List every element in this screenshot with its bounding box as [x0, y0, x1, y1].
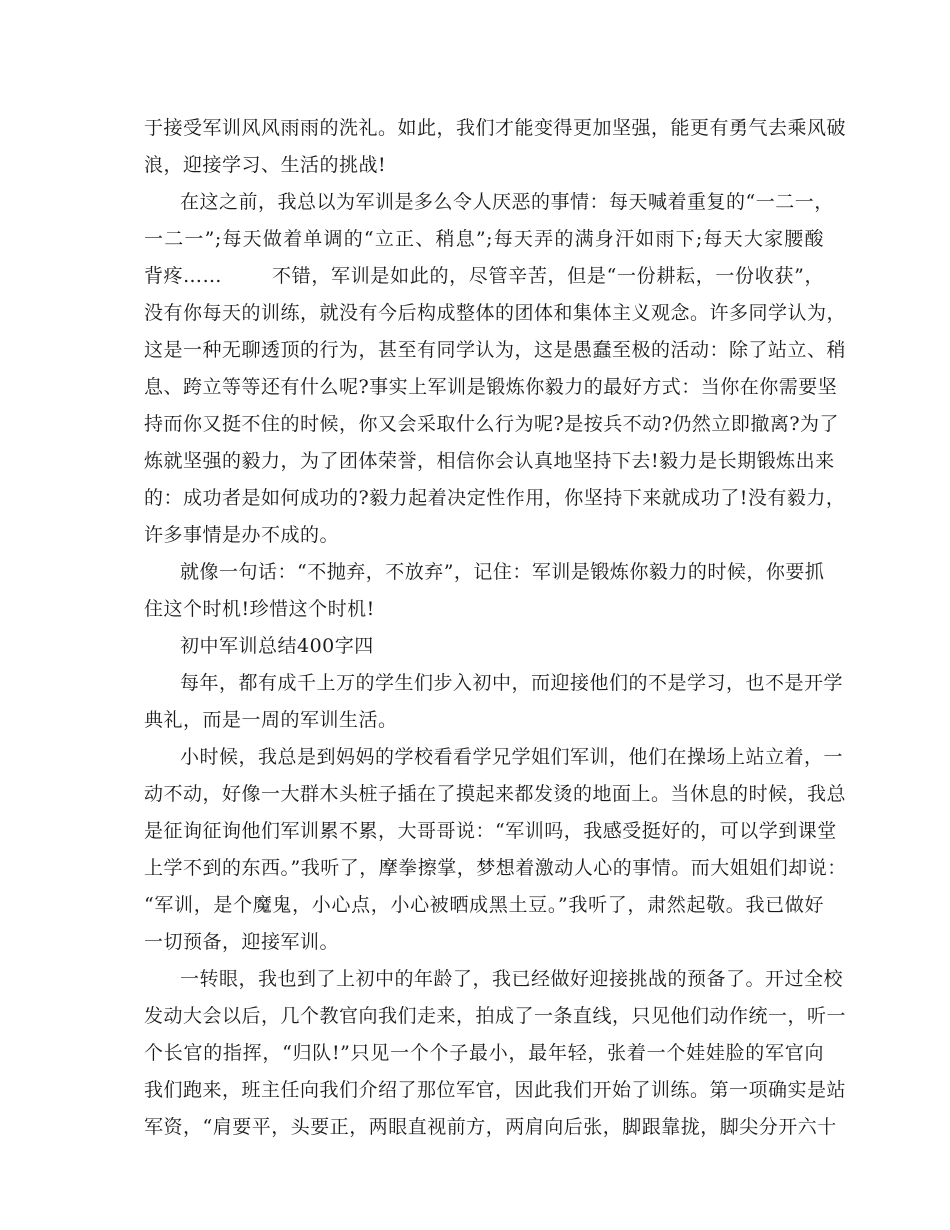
text-line: 在这之前，我总以为军训是多么令人厌恶的事情：每天喊着重复的“一二一， — [180, 191, 834, 213]
text-line: “军训，是个魔鬼，小心点，小心被晒成黑土豆。”我听了，肃然起敬。我已做好 — [144, 894, 824, 916]
text-line: 这是一种无聊透顶的行为，甚至有同学认为，这是愚蠢至极的活动：除了站立、稍 — [144, 339, 847, 361]
text-line: 浪，迎接学习、生活的挑战! — [144, 154, 387, 176]
text-line: 一切预备，迎接军训。 — [144, 931, 340, 953]
text-line: 发动大会以后，几个教官向我们走来，拍成了一条直线，只见他们动作统一，听一 — [144, 1005, 847, 1027]
text-line: 小时候，我总是到妈妈的学校看看学兄学姐们军训，他们在操场上站立着，一 — [180, 746, 844, 768]
text-line: 个长官的指挥，“归队!”只见一个个子最小，最年轻，张着一个娃娃脸的军官向 — [144, 1042, 824, 1064]
text-line: 息、跨立等等还有什么呢?事实上军训是锻炼你毅力的最好方式：当你在你需要坚 — [144, 376, 838, 398]
text-line: 许多事情是办不成的。 — [144, 524, 340, 546]
text-line: 不错，军训是如此的，尽管辛苦，但是“一份耕耘，一份收获”， — [272, 265, 824, 287]
text-line: 持而你又挺不住的时候，你又会采取什么行为呢?是按兵不动?仍然立即撤离?为了 — [144, 413, 840, 435]
text-line: 每年，都有成千上万的学生们步入初中，而迎接他们的不是学习，也不是开学 — [180, 672, 844, 694]
text-line: 于接受军训风风雨雨的洗礼。如此，我们才能变得更加坚强，能更有勇气去乘风破 — [144, 117, 847, 139]
text-line: 背疼…… — [144, 265, 223, 287]
text-line: 没有你每天的训练，就没有今后构成整体的团体和集体主义观念。许多同学认为， — [144, 302, 847, 324]
text-line: 的：成功者是如何成功的?毅力起着决定性作用，你坚持下来就成功了!没有毅力， — [144, 487, 846, 509]
text-line: 动不动，好像一大群木头桩子插在了摸起来都发烫的地面上。当休息的时候，我总 — [144, 783, 847, 805]
text-line: 一二一”;每天做着单调的“立正、稍息”;每天弄的满身汗如雨下;每天大家腰酸 — [144, 228, 824, 250]
text-line: 炼就坚强的毅力，为了团体荣誉，相信你会认真地坚持下去!毅力是长期锻炼出来 — [144, 450, 835, 472]
section-heading: 初中军训总结400字四 — [180, 635, 374, 657]
text-line: 一转眼，我也到了上初中的年龄了，我已经做好迎接挑战的预备了。开过全校 — [180, 968, 844, 990]
text-line: 典礼，而是一周的军训生活。 — [144, 709, 398, 731]
text-line: 住这个时机!珍惜这个时机! — [144, 598, 375, 620]
text-line: 就像一句话：“不抛弃，不放弃”，记住：军训是锻炼你毅力的时候，你要抓 — [180, 561, 825, 583]
text-line: 上学不到的东西。”我听了，摩拳擦掌，梦想着激动人心的事情。而大姐姐们却说： — [144, 857, 847, 879]
text-line: 我们跑来，班主任向我们介绍了那位军官，因此我们开始了训练。第一项确实是站 — [144, 1079, 847, 1101]
text-line: 军资，“肩要平，头要正，两眼直视前方，两肩向后张，脚跟靠拢，脚尖分开六十 — [144, 1116, 837, 1138]
text-line: 是征询征询他们军训累不累，大哥哥说：“军训吗，我感受挺好的，可以学到课堂 — [144, 820, 837, 842]
